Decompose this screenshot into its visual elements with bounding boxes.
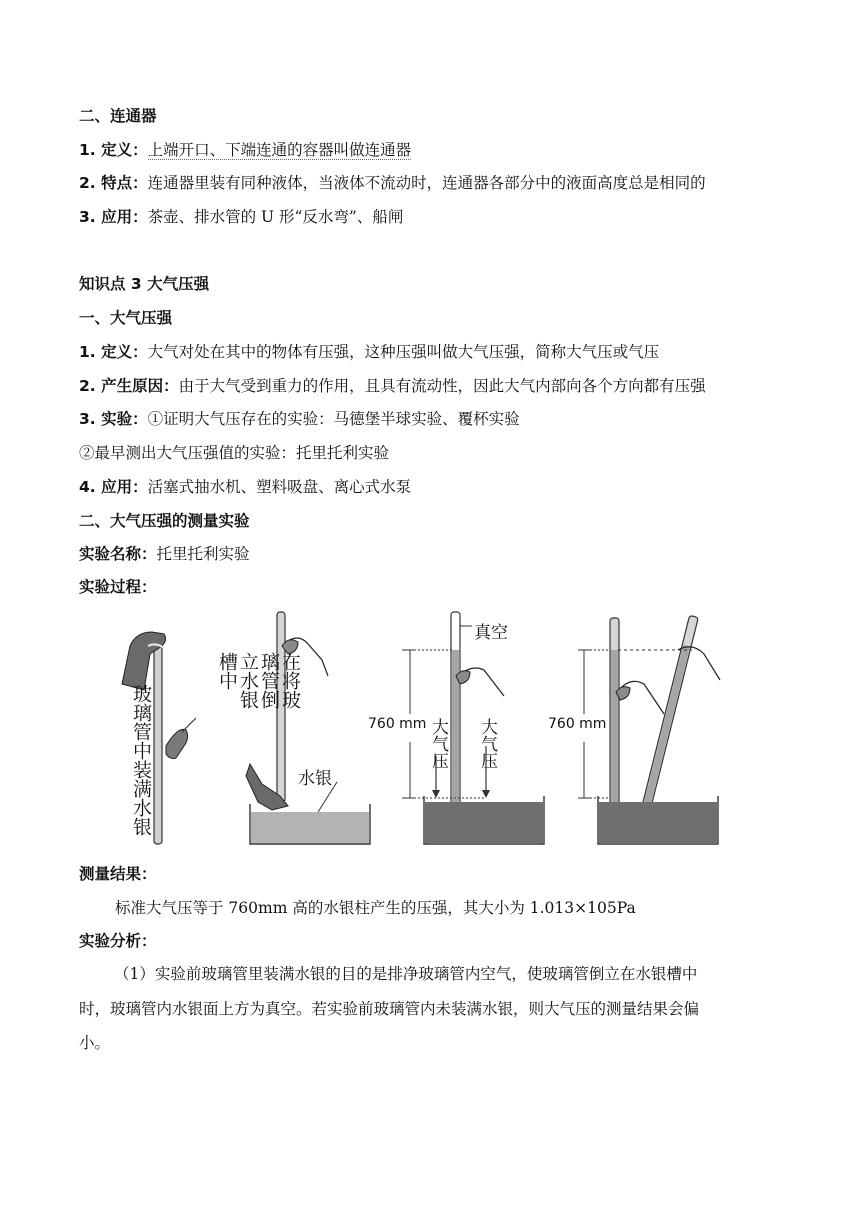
- fig3-height-label: 760 mm: [368, 716, 427, 732]
- connector-application: [79, 207, 403, 227]
- panel-2: [246, 612, 370, 844]
- torricelli-experiment-figure: [112, 606, 732, 850]
- section-title-atmospheric-pressure: 一、大气压强: [79, 309, 173, 327]
- atm-experiment: [79, 409, 520, 429]
- atm-definition: [79, 342, 659, 362]
- atm-application: [79, 477, 411, 497]
- fig2-mercury-label: 水银: [298, 769, 332, 789]
- mercury-3: [425, 802, 543, 843]
- atm-application-label: 4. 应用：: [79, 478, 148, 496]
- feature-label: 2. 特点：: [79, 174, 148, 192]
- knowledge-point-title: 知识点 3 大气压强: [79, 275, 210, 293]
- hand-finger-1: [166, 729, 188, 758]
- atm-application-text: 活塞式抽水机、塑料吸盘、离心式水泵: [147, 478, 412, 496]
- fig4-height-label: 760 mm: [548, 716, 607, 732]
- fig3-vacuum-label: 真空: [474, 623, 508, 643]
- connector-feature: [79, 173, 706, 193]
- mercury-4: [599, 802, 717, 843]
- result-label: 测量结果：: [79, 865, 157, 883]
- atm-definition-label: 1. 定义：: [79, 343, 148, 361]
- atm-experiment-2: ②最早测出大气压强值的实验：托里托利实验: [79, 444, 390, 462]
- atm-cause-text: 由于大气受到重力的作用，且具有流动性，因此大气内部向各个方向都有压强: [178, 377, 706, 395]
- atm-experiment-text: ①证明大气压存在的实验：马德堡半球实验、覆杯实验: [147, 410, 520, 428]
- application-label: 3. 应用：: [79, 208, 148, 226]
- fig3-atm-left-label: 大气压: [428, 718, 448, 769]
- definition-label: 1. 定义：: [79, 141, 148, 159]
- atm-definition-text: 大气对处在其中的物体有压强，这种压强叫做大气压强，简称大气压或气压: [147, 343, 660, 361]
- section-title-measurement: 二、大气压强的测量实验: [79, 512, 250, 530]
- atm-cause-label: 2. 产生原因：: [79, 377, 179, 395]
- atm-cause: [79, 376, 706, 396]
- application-text: 茶壶、排水管的 U 形“反水弯”、船闸: [147, 208, 404, 226]
- analysis-line-3: 小。: [79, 1034, 111, 1052]
- mercury-2: [251, 812, 369, 843]
- glass-tube-1: [154, 636, 162, 844]
- fig1-label: 玻璃管中装满水银: [130, 684, 152, 836]
- feature-text: 连通器里装有同种液体，当液体不流动时，连通器各部分中的液面高度总是相同的: [147, 174, 706, 192]
- result-text: 标准大气压等于 760mm 高的水银柱产生的压强，其大小为 1.013×105Pa: [115, 899, 636, 917]
- experiment-name-label: 实验名称：: [79, 545, 157, 563]
- connector-definition: [79, 140, 411, 160]
- experiment-process-label: 实验过程：: [79, 578, 157, 596]
- definition-text: 上端开口、下端连通的容器叫做连通器: [147, 141, 412, 159]
- fig2-label: 在将玻璃管倒立水银槽中: [216, 652, 301, 709]
- atm-experiment-label: 3. 实验：: [79, 410, 148, 428]
- experiment-name-text: 托里托利实验: [156, 545, 250, 563]
- analysis-label: 实验分析：: [79, 932, 157, 950]
- fig3-atm-right-label: 大气压: [477, 718, 497, 769]
- analysis-line-2: 时，玻璃管内水银面上方为真空。若实验前玻璃管内未装满水银，则大气压的测量结果会偏: [79, 1000, 700, 1018]
- analysis-line-1: （1）实验前玻璃管里装满水银的目的是排净玻璃管内空气，使玻璃管倒立在水银槽中: [114, 965, 698, 983]
- experiment-name: [79, 544, 250, 564]
- section-title-connector: 二、连通器: [79, 107, 157, 125]
